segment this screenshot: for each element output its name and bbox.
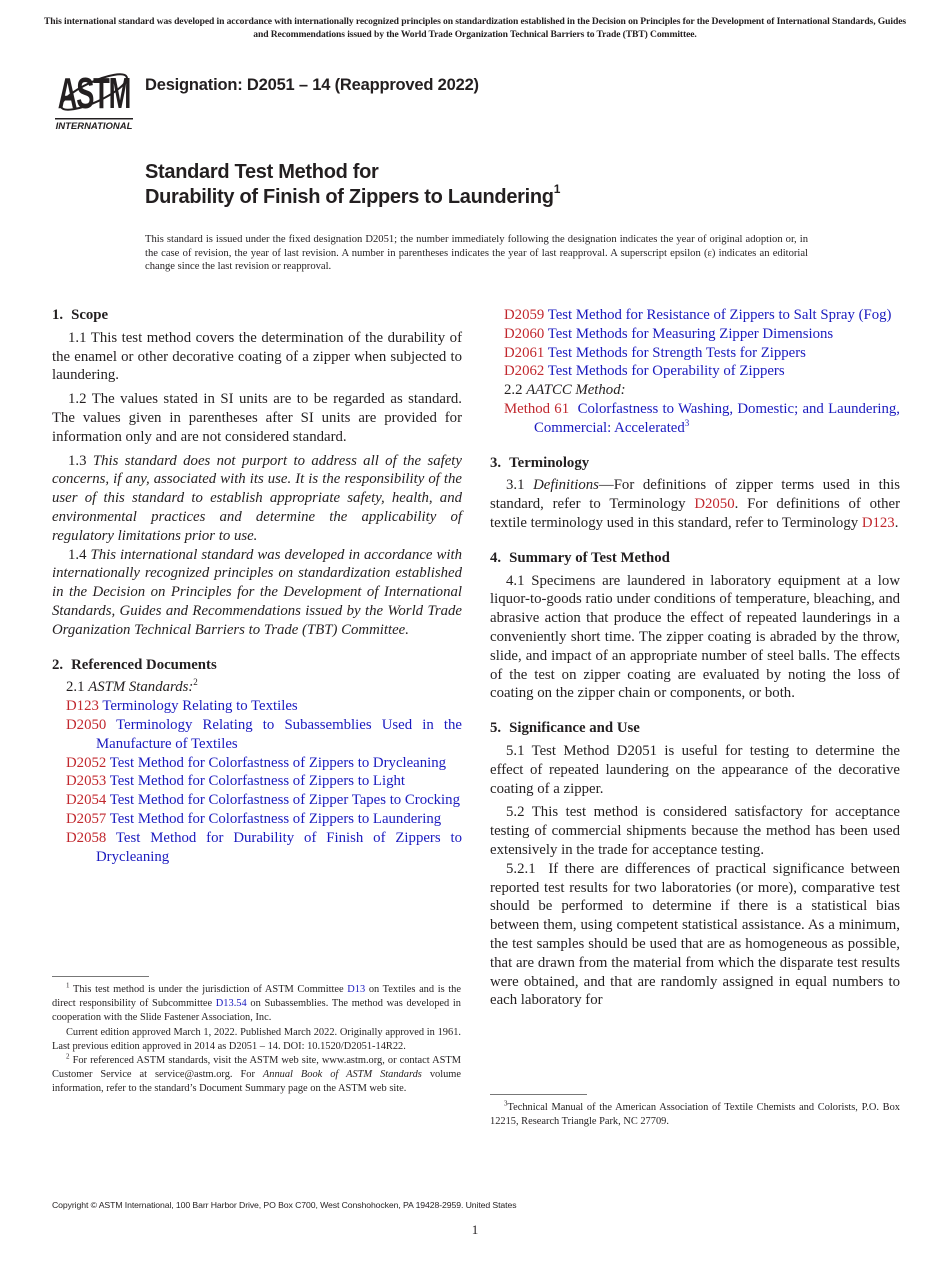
svg-text:ASTM: ASTM <box>57 68 131 118</box>
paragraph-1-1: 1.1 This test method covers the determination of the durability of the enamel or other decorative coating of a zipper when subjected to laundering. <box>52 329 462 384</box>
reference-title-link[interactable]: Test Method for Durability of Finish of Zippers to Drycleaning <box>96 829 462 865</box>
designation: Designation: D2051 – 14 (Reapproved 2022) <box>145 76 479 94</box>
paragraph-1-4: 1.4 This international standard was developed in accordance with internationally recognized principles on standardization established in the Decision on Principles for the Development of International Standards, Guides and Recommendations issued by the World Trade Organization Technical Barriers to Trade (TBT) Committee. <box>52 546 462 638</box>
issuance-note: This standard is issued under the fixed designation D2051; the number immediately following the designation indicates the year of original adoption or, in the case of revision, the year of last revision. A number in parentheses indicates the year of last reapproval. A superscript epsilon (ε) indicates an editorial change since the last revision or reapproval. <box>145 234 808 272</box>
reference-code-link[interactable]: D2058 <box>66 829 107 846</box>
reference-code-link[interactable]: D2062 <box>504 363 545 380</box>
reference-code-link[interactable]: D2052 <box>66 754 107 771</box>
document-title <box>145 160 560 210</box>
terminology-link-d123[interactable]: D123 <box>861 514 895 531</box>
svg-text:INTERNATIONAL: INTERNATIONAL <box>55 121 133 132</box>
subsection-aatcc-method: 2.2 AATCC Method: <box>504 382 626 399</box>
title-line-2: Durability of Finish of Zippers to Laundering$^1$ <box>145 182 561 208</box>
title-line-1: Standard Test Method for <box>145 161 379 183</box>
terminology-link-d2050[interactable]: D2050 <box>694 496 735 513</box>
astm-logo-icon <box>53 56 135 134</box>
reference-title-link[interactable]: Test Methods for Measuring Zipper Dimensions <box>547 325 834 342</box>
right-column <box>490 306 900 1010</box>
copyright-notice: Copyright © ASTM International, 100 Barr Harbor Drive, PO Box C700, West Conshohocken, PA 19428-2959. United States <box>52 1200 517 1210</box>
section-significance <box>490 719 900 1010</box>
reference-title-link[interactable]: Test Method for Resistance of Zippers to Salt Spray (Fog) <box>547 307 892 323</box>
section-heading: 1. Scope <box>52 307 109 323</box>
standard-notice: This international standard was developed in accordance with internationally recognized principles on standardization established in the Decision on Principles for the Development of International Standards, Guides and Recommendations issued by the World Trade Organization Technical Barriers to Trade (TBT) Committee. <box>44 16 906 40</box>
reference-item[interactable]: Method 61 Colorfastness to Washing, Domestic; and Laundering, Commercial: Accelerated$^3$ <box>504 400 900 436</box>
paragraph-1-3: 1.3 This standard does not purport to address all of the safety concerns, if any, associated with its use. It is the responsibility of the user of this standard to establish appropriate safety, health, and environmental practices and determine the applicability of regulatory limitations prior to use. <box>52 452 462 544</box>
paragraph-4-1: 4.1 Specimens are laundered in laboratory equipment at a low liquor-to-goods ratio under conditions of temperature, bleaching, and abrasive action that produce the effect of repeated launderings in a conveniently short time. The zipper coating is abraded by the throw, slide, and impact of an appropriate number of steel balls. The effects of the test on zipper coating are evaluated by noting the loss of coating on the zipper chain or components, or both. <box>490 572 900 702</box>
reference-item[interactable] <box>66 772 462 791</box>
reference-item[interactable] <box>66 697 462 716</box>
footnotes-left <box>52 976 461 1097</box>
reference-code-link[interactable]: D2050 <box>66 716 107 733</box>
committee-link[interactable]: D13 <box>347 984 366 995</box>
reference-item[interactable] <box>66 791 462 810</box>
reference-title-link[interactable]: Test Method for Colorfastness of Zippers to Light <box>109 773 405 790</box>
reference-code-link[interactable]: D2054 <box>66 792 107 809</box>
reference-title-link[interactable]: Test Method for Colorfastness of Zippers to Laundering <box>109 810 442 827</box>
paragraph-5-2: 5.2 This test method is considered satisfactory for acceptance testing of commercial shipments because the method has been used extensively in the trade for acceptance testing. <box>490 804 900 858</box>
reference-item[interactable] <box>504 344 900 363</box>
reference-title-link[interactable]: Terminology Relating to Subassemblies Used in the Manufacture of Textiles <box>96 716 462 752</box>
reference-code-link[interactable]: D2061 <box>504 344 545 361</box>
astm-logo <box>53 56 135 134</box>
footnote-ref[interactable]: 1 <box>553 182 561 197</box>
reference-code-link[interactable]: D2059 <box>504 307 545 323</box>
reference-item[interactable] <box>504 306 900 325</box>
subsection-astm-standards: 2.1 ASTM Standards:$^2$ <box>66 677 198 696</box>
footnote-3: $^3$Technical Manual of the American Association of Textile Chemists and Colorists, P.O. Box 12215, Research Triangle Park, NC 27709. <box>490 1099 900 1128</box>
subcommittee-link[interactable]: D13.54 <box>215 998 247 1010</box>
reference-item[interactable] <box>66 754 462 773</box>
section-summary <box>490 549 900 703</box>
reference-code-link[interactable]: Method 61 <box>504 400 570 417</box>
footnotes-right <box>490 1094 900 1129</box>
reference-title-link[interactable]: Terminology Relating to Textiles <box>102 698 298 715</box>
footnote-1: $^1$ This test method is under the jurisdiction of ASTM Committee D13 on Textiles and is the direct responsibility of Subcommittee D13.54 on Subassemblies. The method was developed in cooperation with the Slide Fastener Association, Inc. <box>52 981 461 1024</box>
left-column <box>52 306 462 866</box>
footnote-1-edition: Current edition approved March 1, 2022. Published March 2022. Originally approved in 1961. Last previous edition approved in 2014 as D2051 – 14. DOI: 10.1520/D2051-14R22. <box>52 1026 461 1052</box>
paragraph-5-2-1: 5.2.1 If there are differences of practical significance between reported test results for two laboratories (or more), comparative test should be performed to determine if there is a statistical bias between them, using competent statistical assistance. As a minimum, the test samples should be used that are as homogeneous as possible, that are drawn from the material from which the disparate test results were obtained, and that are randomly assigned in equal numbers to each laboratory for <box>490 860 900 1009</box>
section-scope <box>52 306 462 640</box>
section-heading: 4. Summary of Test Method <box>490 549 670 566</box>
page-number: 1 <box>471 1222 479 1237</box>
paragraph-5-1: 5.1 Test Method D2051 is useful for testing to determine the effect of repeated laundering on the appearance of the decorative coating of a zipper. <box>490 742 901 797</box>
reference-title-link[interactable]: Test Method for Colorfastness of Zipper Tapes to Crocking <box>109 792 460 809</box>
footnote-divider <box>52 976 149 977</box>
paragraph-1-2: 1.2 The values stated in SI units are to be regarded as standard. The values given in parentheses after SI units are provided for information only and are not considered standard. <box>52 391 462 445</box>
reference-item[interactable] <box>504 325 900 344</box>
reference-code-link[interactable]: D123 <box>66 698 99 715</box>
reference-title-link[interactable]: Colorfastness to Washing, Domestic; and Laundering, Commercial: Accelerated <box>534 400 900 436</box>
section-terminology <box>490 454 900 533</box>
paragraph-3-1: 3.1 Definitions—For definitions of zipper terms used in this standard, refer to Terminology D2050. For definitions of other textile terminology used in this standard, refer to Terminology D123. <box>490 477 900 531</box>
reference-code-link[interactable]: D2057 <box>66 810 107 827</box>
reference-title-link[interactable]: Test Methods for Strength Tests for Zippers <box>547 344 806 361</box>
footnote-2: $^2$ For referenced ASTM standards, visit the ASTM web site, www.astm.org, or contact ASTM Customer Service at service@astm.org. For Annual Book of ASTM Standards volume information, refer to the standard’s Document Summary page on the ASTM web site. <box>52 1052 461 1095</box>
section-heading: 2. Referenced Documents <box>52 656 217 673</box>
section-heading: 5. Significance and Use <box>490 720 640 737</box>
reference-title-link[interactable]: Test Method for Colorfastness of Zippers to Drycleaning <box>109 754 447 771</box>
reference-item[interactable] <box>66 829 462 867</box>
reference-code-link[interactable]: D2053 <box>66 773 107 790</box>
reference-title-link[interactable]: Test Methods for Operability of Zippers <box>547 363 785 380</box>
footnote-divider <box>490 1094 587 1095</box>
section-referenced-documents <box>52 656 462 867</box>
reference-item[interactable] <box>66 810 462 829</box>
section-heading: 3. Terminology <box>490 454 590 471</box>
reference-item[interactable] <box>504 362 900 381</box>
reference-code-link[interactable]: D2060 <box>504 325 545 342</box>
reference-item[interactable] <box>66 716 462 754</box>
